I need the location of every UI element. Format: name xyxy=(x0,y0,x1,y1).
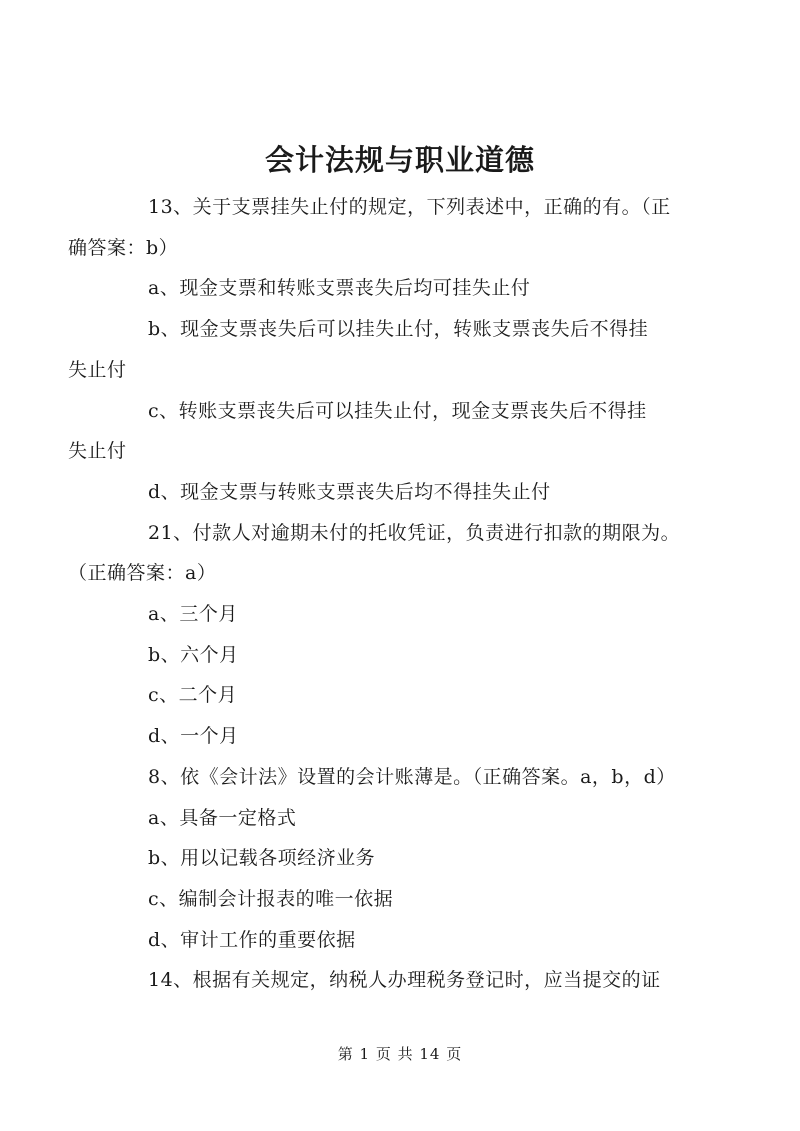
paragraph xyxy=(108,838,708,879)
paragraph-line: d、审计工作的重要依据 xyxy=(148,928,356,951)
page-title: 会计法规与职业道德 xyxy=(264,143,535,177)
paragraph-line: b、用以记载各项经济业务 xyxy=(148,847,376,870)
paragraph-line: b、六个月 xyxy=(148,643,239,666)
paragraph-line: a、现金支票和转账支票丧失后均可挂失止付 xyxy=(148,277,531,300)
paragraph-line: c、二个月 xyxy=(148,684,238,707)
paragraph xyxy=(108,920,708,961)
paragraph-line: a、具备一定格式 xyxy=(148,806,297,829)
paragraph-line: d、现金支票与转账支票丧失后均不得挂失止付 xyxy=(148,480,551,503)
page-footer: 第 1 页 共 14 页 xyxy=(337,1045,463,1063)
paragraph-continuation: （正确答案：a） xyxy=(68,562,217,585)
paragraph-line: 21、付款人对逾期未付的托收凭证，负责进行扣款的期限为。 xyxy=(148,521,681,544)
paragraph-line: 13、关于支票挂失止付的规定，下列表述中，正确的有。（正 xyxy=(148,196,671,218)
paragraph-continuation: 失止付 xyxy=(68,358,127,381)
paragraph xyxy=(108,879,708,920)
paragraph xyxy=(108,757,708,798)
paragraph xyxy=(108,594,708,635)
paragraph-line: 14、根据有关规定，纳税人办理税务登记时，应当提交的证 xyxy=(148,969,661,992)
paragraph xyxy=(108,472,708,513)
paragraph-line: b、现金支票丧失后可以挂失止付，转账支票丧失后不得挂 xyxy=(148,318,649,341)
paragraph xyxy=(108,635,708,676)
document-body xyxy=(68,187,708,1001)
paragraph xyxy=(108,960,708,1001)
paragraph xyxy=(68,513,708,594)
paragraph-line: a、三个月 xyxy=(148,603,238,626)
paragraph xyxy=(108,268,708,309)
paragraph xyxy=(108,716,708,757)
paragraph-line: c、编制会计报表的唯一依据 xyxy=(148,887,394,910)
paragraph-continuation: 确答案：b） xyxy=(68,236,179,259)
paragraph xyxy=(108,798,708,839)
paragraph-line: d、一个月 xyxy=(148,725,239,748)
paragraph-line: 8、依《会计法》设置的会计账薄是。（正确答案。a，b，d） xyxy=(148,765,676,788)
paragraph xyxy=(108,675,708,716)
paragraph-continuation: 失止付 xyxy=(68,440,127,463)
paragraph-line: c、转账支票丧失后可以挂失止付，现金支票丧失后不得挂 xyxy=(148,399,647,422)
paragraph xyxy=(68,391,708,472)
paragraph xyxy=(68,309,708,390)
paragraph xyxy=(68,187,708,268)
